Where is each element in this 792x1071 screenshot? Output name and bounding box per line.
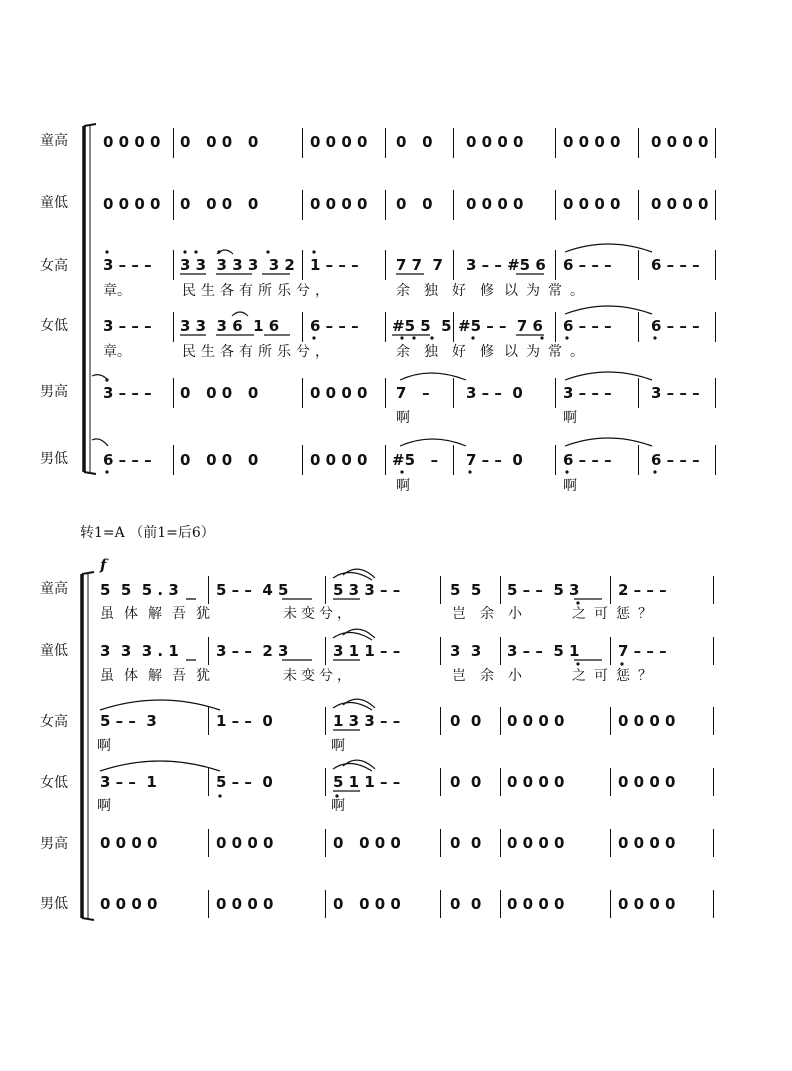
lyric: 以为常。	[504, 283, 592, 299]
lyric: 之可惩？	[572, 606, 660, 622]
octave-dot	[105, 378, 108, 381]
measure: 3 3 3 3 3 3 2	[180, 256, 295, 274]
lyric: 啊	[396, 478, 410, 494]
measure: 0 0 0 0	[507, 834, 565, 852]
part-label: 男低	[40, 451, 68, 467]
measure: 5 – – 3	[100, 712, 157, 730]
lyric: 以为常。	[504, 344, 592, 360]
measure: 3 1 1 – –	[333, 642, 401, 660]
measure: 3 – – –	[103, 256, 152, 274]
measure: 0 0 0 0	[100, 834, 158, 852]
measure: 3 3	[450, 642, 482, 660]
measure: 0 0 0 0	[651, 133, 709, 151]
octave-dot	[218, 794, 221, 797]
measure: 0 0 0 0	[466, 195, 524, 213]
octave-dot	[468, 470, 471, 473]
measure: 7 – – 0	[466, 451, 523, 469]
measure: 6 – – –	[651, 317, 700, 335]
measure: 0 0 0 0	[507, 712, 565, 730]
measure: 7 7 7	[396, 256, 443, 274]
measure: 3 – – –	[103, 317, 152, 335]
octave-dot	[312, 250, 315, 253]
slur	[232, 312, 248, 316]
measure: 0 0 0 0	[466, 133, 524, 151]
part-label: 女高	[40, 258, 68, 274]
measure: 5 5 5 . 3	[100, 581, 179, 599]
octave-dot	[105, 470, 108, 473]
octave-dot	[471, 336, 474, 339]
lyric: 民生各有所乐兮，	[182, 344, 334, 360]
octave-dot	[266, 250, 269, 253]
tie	[400, 373, 466, 380]
measure: 3 3 3 . 1	[100, 642, 179, 660]
octave-dot	[312, 336, 315, 339]
tie	[333, 572, 372, 580]
octave-dot	[653, 470, 656, 473]
measure: 0 0 0 0	[618, 834, 676, 852]
octave-dot	[430, 336, 433, 339]
octave-dot	[653, 336, 656, 339]
system-bracket	[84, 124, 96, 474]
lyric: 啊	[331, 738, 345, 754]
measure: 6 – – –	[563, 256, 612, 274]
part-label: 男高	[40, 836, 68, 852]
part-label: 童高	[40, 581, 68, 597]
measure: 3 3 3 6 1 6	[180, 317, 280, 335]
measure: 0 0 0 0	[180, 384, 259, 402]
lyric: 余独好修	[396, 283, 508, 299]
part-label: 童低	[40, 195, 68, 211]
measure: #5 – – 7 6	[458, 317, 543, 335]
lyric: 岂余小	[452, 606, 536, 622]
measure: 0 0	[450, 895, 482, 913]
lyric: 余独好修	[396, 344, 508, 360]
measure: #5 5 5	[392, 317, 452, 335]
tie	[565, 244, 652, 252]
octave-dot	[217, 250, 220, 253]
measure: 0 0 0 0	[507, 895, 565, 913]
lyric: 之可惩？	[572, 668, 660, 684]
measure: 0 0 0 0	[180, 451, 259, 469]
octave-dot	[335, 794, 338, 797]
key-change: 转1=A （前1=后6）	[80, 525, 215, 541]
octave-dot	[565, 336, 568, 339]
tie	[92, 439, 108, 446]
measure: 0 0 0 0	[618, 773, 676, 791]
measure: 3 – – 0	[466, 384, 523, 402]
measure: 3 – – 1	[100, 773, 157, 791]
measure: 0 0 0 0	[618, 712, 676, 730]
lyric: 啊	[97, 798, 111, 814]
measure: 1 3 3 – –	[333, 712, 401, 730]
measure: 3 – – –	[563, 384, 612, 402]
part-label: 男低	[40, 896, 68, 912]
measure: 6 – – –	[651, 451, 700, 469]
lyric: 虽体解吾犹	[100, 606, 220, 622]
measure: 0 0 0 0	[180, 195, 259, 213]
measure: 0 0 0 0	[103, 195, 161, 213]
measure: 0 0 0 0	[507, 773, 565, 791]
measure: 0 0 0 0	[310, 384, 368, 402]
measure: 3 – – –	[103, 384, 152, 402]
lyric: 章。	[103, 344, 131, 360]
lyric: 啊	[331, 798, 345, 814]
octave-dot	[620, 662, 623, 665]
measure: 6 – – –	[563, 451, 612, 469]
measure: 0 0 0 0	[310, 133, 368, 151]
measure: 0 0 0 0	[618, 895, 676, 913]
measure: 5 – – 4 5	[216, 581, 289, 599]
measure: 0 0 0 0	[651, 195, 709, 213]
dynamic-mark: f	[100, 556, 107, 574]
measure: 1 – – 0	[216, 712, 273, 730]
measure: #5 –	[392, 451, 439, 469]
part-label: 女高	[40, 714, 68, 730]
part-label: 女低	[40, 775, 68, 791]
measure: 6 – – –	[103, 451, 152, 469]
measure: 5 5	[450, 581, 482, 599]
measure: 0 0 0 0	[563, 195, 621, 213]
tie	[565, 306, 652, 314]
measure: 1 – – –	[310, 256, 359, 274]
part-label: 女低	[40, 318, 68, 334]
measure: 5 1 1 – –	[333, 773, 401, 791]
tie	[565, 372, 652, 380]
tie	[100, 700, 220, 710]
octave-dot	[576, 662, 579, 665]
measure: 5 – – 5 3	[507, 581, 580, 599]
measure: 0 0	[450, 773, 482, 791]
part-label: 童高	[40, 133, 68, 149]
measure: 3 – – 5 1	[507, 642, 580, 660]
part-label: 童低	[40, 643, 68, 659]
octave-dot	[105, 250, 108, 253]
lyric: 啊	[97, 738, 111, 754]
lyric: 未变兮，	[283, 606, 355, 622]
measure: 0 0 0 0	[310, 195, 368, 213]
tie	[100, 761, 220, 771]
lyric: 虽体解吾犹	[100, 668, 220, 684]
measure: 7 – – –	[618, 642, 667, 660]
measure: 5 – – 0	[216, 773, 273, 791]
lyric: 章。	[103, 283, 131, 299]
measure: 6 – – –	[563, 317, 612, 335]
measure: 0 0 0 0	[563, 133, 621, 151]
octave-dot	[183, 250, 186, 253]
lyric: 未变兮，	[283, 668, 355, 684]
measure: 0 0	[396, 195, 433, 213]
measure: 0 0 0 0	[310, 451, 368, 469]
measure: 0 0 0 0	[333, 895, 401, 913]
measure: 3 – – #5 6	[466, 256, 546, 274]
tie	[333, 702, 372, 710]
measure: 6 – – –	[651, 256, 700, 274]
octave-dot	[412, 336, 415, 339]
tie	[400, 439, 466, 446]
lyric: 民生各有所乐兮，	[182, 283, 334, 299]
tie	[333, 763, 372, 771]
measure: 0 0 0 0	[216, 895, 274, 913]
measure: 0 0 0 0	[100, 895, 158, 913]
octave-dot	[400, 470, 403, 473]
measure: 6 – – –	[310, 317, 359, 335]
octave-dot	[194, 250, 197, 253]
lyric: 啊	[563, 410, 577, 426]
measure: 3 – – –	[651, 384, 700, 402]
measure: 3 – – 2 3	[216, 642, 289, 660]
measure: 0 0	[396, 133, 433, 151]
measure: 5 3 3 – –	[333, 581, 401, 599]
part-label: 男高	[40, 384, 68, 400]
measure: 0 0	[450, 834, 482, 852]
measure: 0 0 0 0	[180, 133, 259, 151]
tie	[333, 632, 372, 640]
lyric: 啊	[563, 478, 577, 494]
measure: 0 0	[450, 712, 482, 730]
lyric: 啊	[396, 410, 410, 426]
measure: 2 – – –	[618, 581, 667, 599]
lyric: 岂余小	[452, 668, 536, 684]
measure: 7 –	[396, 384, 430, 402]
tie	[565, 438, 652, 446]
octave-dot	[576, 601, 579, 604]
measure: 0 0 0 0	[103, 133, 161, 151]
measure: 0 0 0 0	[216, 834, 274, 852]
octave-dot	[565, 470, 568, 473]
system-bracket	[82, 572, 94, 920]
octave-dot	[400, 336, 403, 339]
measure: 0 0 0 0	[333, 834, 401, 852]
octave-dot	[540, 336, 543, 339]
tie	[92, 375, 108, 380]
